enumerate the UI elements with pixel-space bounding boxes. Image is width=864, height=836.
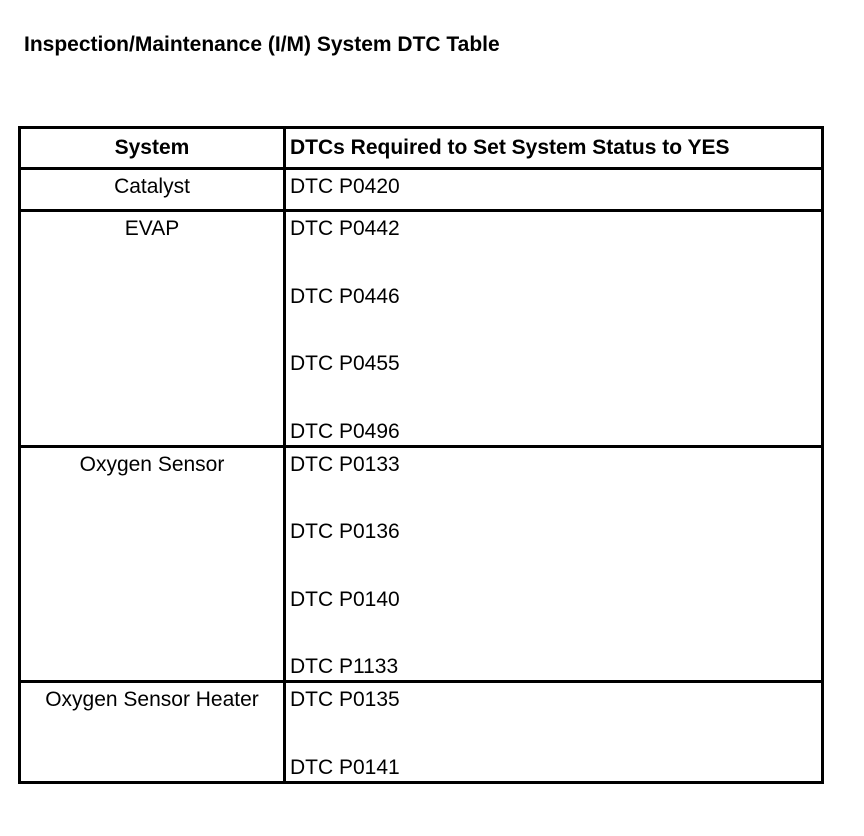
page-title: Inspection/Maintenance (I/M) System DTC Table: [24, 33, 500, 56]
dtc-list-cell: [284, 682, 822, 783]
system-cell: Oxygen Sensor: [20, 446, 285, 682]
system-cell: EVAP: [20, 211, 285, 447]
table-row-oxygen-sensor: [20, 446, 823, 682]
dtc-table: [18, 126, 824, 784]
dtc-code: DTC P0136: [289, 520, 400, 543]
dtc-code: DTC P0133: [289, 452, 400, 476]
dtc-list-cell: [284, 211, 822, 447]
dtc-code: DTC P0446: [289, 284, 400, 308]
column-header-dtcs: DTCs Required to Set System Status to YES: [284, 128, 822, 169]
dtc-code: DTC P0442: [289, 217, 400, 240]
column-header-system: System: [20, 128, 285, 169]
dtc-code: DTC P0135: [289, 688, 400, 711]
dtc-code: DTC P0141: [289, 755, 400, 779]
dtc-code: DTC P0420: [289, 175, 400, 198]
dtc-code: DTC P0496: [289, 419, 400, 443]
dtc-code: DTC P0140: [289, 587, 400, 611]
table-row-oxygen-sensor-heater: [20, 682, 823, 783]
table-row-catalyst: [20, 169, 823, 211]
dtc-list-cell: [284, 446, 822, 682]
system-cell: Catalyst: [20, 169, 285, 211]
dtc-code: DTC P1133: [289, 655, 399, 678]
dtc-code: DTC P0455: [289, 352, 400, 375]
dtc-list-cell: [284, 169, 822, 211]
table-row-evap: [20, 211, 823, 447]
system-cell: Oxygen Sensor Heater: [20, 682, 285, 783]
table-header-row: [20, 128, 823, 169]
